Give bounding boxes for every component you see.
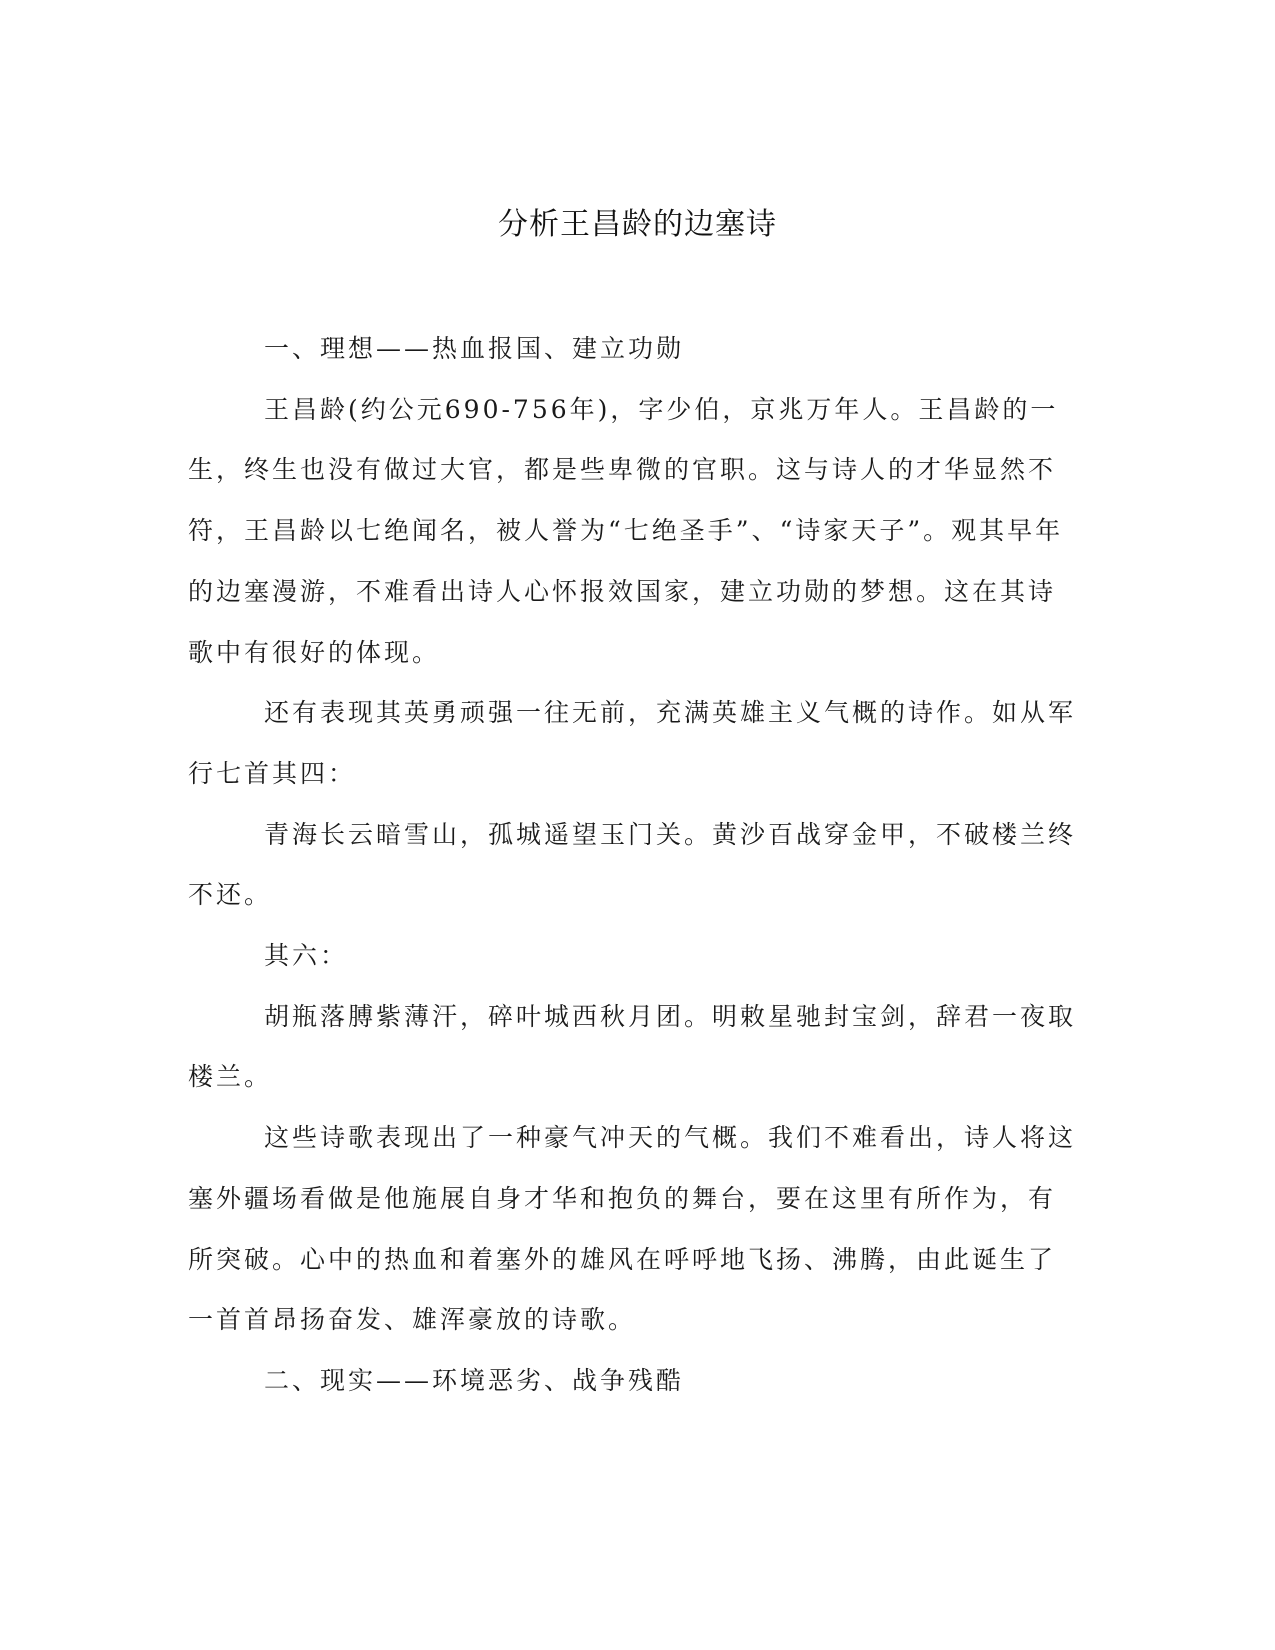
section-heading-ideal: 一、理想——热血报国、建立功勋 [264,334,685,363]
paragraph-heroic-intro: 还有表现其英勇顽强一往无前，充满英雄主义气概的诗作。如从军行七首其四： [188,698,1077,788]
paragraph-biography: 王昌龄(约公元690-756年)，字少伯，京兆万年人。王昌龄的一生，终生也没有做过大官，都是些卑微的官职。这与诗人的才华显然不符，王昌龄以七绝闻名，被人誉为“七绝圣手”、“诗家天子”。观其早年的边塞漫游，不难看出诗人心怀报效国家，建立功勋的梦想。这在其诗歌中有很好的体现。 [188,394,1064,667]
document-title: 分析王昌龄的边塞诗 [498,207,777,242]
poem-fourth: 青海长云暗雪山，孤城遥望玉门关。黄沙百战穿金甲，不破楼兰终不还。 [188,819,1077,910]
poem-sixth: 胡瓶落膊紫薄汗，碎叶城西秋月团。明敕星驰封宝剑，辞君一夜取楼兰。 [188,1001,1077,1092]
document-body [188,319,1081,1412]
section-heading-reality: 二、现实——环境恶劣、战争残酷 [264,1365,685,1395]
poem-sixth-label: 其六： [264,941,349,971]
paragraph-analysis: 这些诗歌表现出了一种豪气冲天的气概。我们不难看出，诗人将这塞外疆场看做是他施展自身才华和抱负的舞台，要在这里有所作为，有所突破。心中的热血和着塞外的雄风在呼呼地飞扬、沸腾，由此诞生了一首首昂扬奋发、雄浑豪放的诗歌。 [188,1123,1077,1335]
